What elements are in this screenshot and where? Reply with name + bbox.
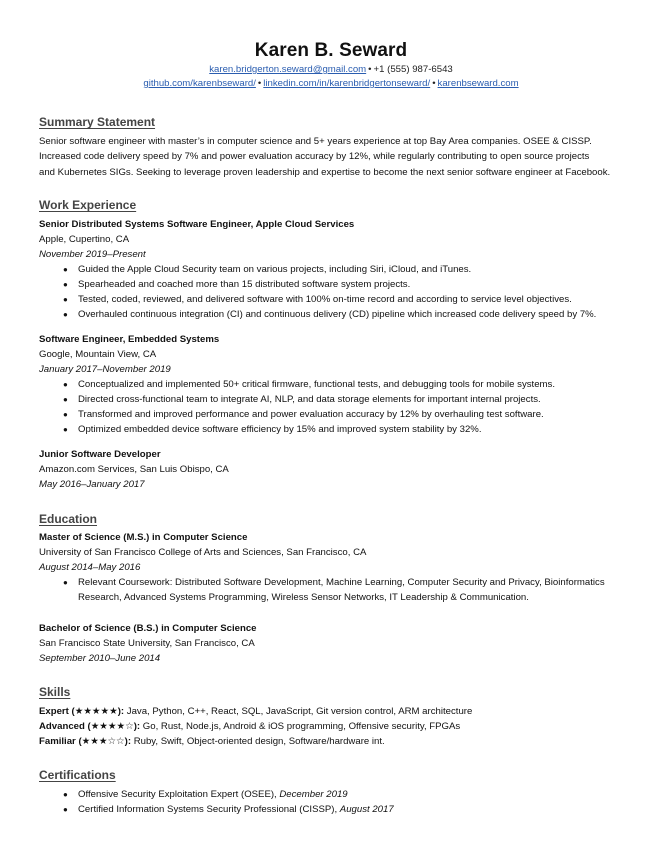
section-title-education: Education <box>39 512 98 526</box>
skill-row-advanced <box>39 719 460 734</box>
section-title-experience: Work Experience <box>39 198 137 212</box>
job-bullet: Optimized embedded device software efficiency by 15% and improved system stability by 32%. <box>78 424 482 435</box>
bullet-icon: ● <box>63 280 68 289</box>
job-company: Amazon.com Services, San Luis Obispo, CA <box>39 464 229 475</box>
email-link[interactable]: karen.bridgerton.seward@gmail.com <box>209 64 367 75</box>
certification-item <box>78 802 394 817</box>
certification-date: August 2017 <box>339 804 394 815</box>
skill-items: Java, Python, C++, React, SQL, JavaScript, Git version control, ARM architecture <box>124 706 473 717</box>
section-title-summary: Summary Statement <box>39 115 156 129</box>
certification-name: Certified Information Systems Security Professional (CISSP), <box>78 804 340 815</box>
job-dates: May 2016–January 2017 <box>39 479 145 490</box>
degree-title: Bachelor of Science (B.S.) in Computer Science <box>39 623 257 634</box>
job-bullet: Guided the Apple Cloud Security team on various projects, including Siri, iCloud, and iTunes. <box>78 264 472 275</box>
bullet-icon: ● <box>63 380 68 389</box>
summary-line: Increased code delivery speed by 7% and power evaluation accuracy by 12%, while regularly contributing to open source projects <box>39 151 590 162</box>
contact-line-2 <box>0 77 662 91</box>
school-name: University of San Francisco College of Arts and Sciences, San Francisco, CA <box>39 547 367 558</box>
job-dates: January 2017–November 2019 <box>39 364 171 375</box>
bullet-icon: ● <box>63 805 68 814</box>
separator: • <box>257 78 262 89</box>
separator: • <box>368 64 372 75</box>
skill-level-label: Advanced (★★★★☆): <box>39 721 141 732</box>
resume-header <box>0 39 662 91</box>
summary-line: and Kubernetes SIGs. Seeking to leverage proven leadership and expertise to become the next senior software engineer at Facebook. <box>39 167 611 178</box>
phone-number: +1 (555) 987-6543 <box>373 64 453 75</box>
candidate-name: Karen B. Seward <box>254 40 408 61</box>
separator: • <box>432 78 436 89</box>
summary-line: Senior software engineer with master’s in computer science and 5+ years experience at top Bay Area companies. OSEE & CISSP. <box>39 136 592 147</box>
github-link[interactable]: github.com/karenbseward/ <box>143 78 256 89</box>
job-bullet: Transformed and improved performance and power evaluation accuracy by 12% by overhauling test software. <box>78 409 544 420</box>
bullet-icon: ● <box>63 310 68 319</box>
contact-line-1 <box>0 63 662 77</box>
bullet-icon: ● <box>63 395 68 404</box>
section-title-certifications: Certifications <box>39 768 116 782</box>
degree-dates: August 2014–May 2016 <box>39 562 141 573</box>
skill-row-familiar <box>39 734 385 749</box>
job-bullet: Spearheaded and coached more than 15 distributed software system projects. <box>78 279 411 290</box>
skill-items: Ruby, Swift, Object-oriented design, Software/hardware int. <box>131 736 385 747</box>
job-bullet: Tested, coded, reviewed, and delivered software with 100% on-time record and according to service level objectives. <box>78 294 572 305</box>
bullet-icon: ● <box>63 425 68 434</box>
bullet-icon: ● <box>63 578 68 587</box>
linkedin-link[interactable]: linkedin.com/in/karenbridgertonseward/ <box>263 78 431 89</box>
job-dates: November 2019–Present <box>39 249 146 260</box>
certification-item <box>78 787 348 802</box>
job-bullet: Conceptualized and implemented 50+ critical firmware, functional tests, and debugging tools for mobile systems. <box>78 379 556 390</box>
coursework-line: Research, Advanced Systems Programming, Wireless Sensor Networks, IT Leadership & Communication. <box>78 592 529 603</box>
job-title: Software Engineer, Embedded Systems <box>39 334 220 345</box>
skill-level-label: Familiar (★★★☆☆): <box>39 736 132 747</box>
school-name: San Francisco State University, San Francisco, CA <box>39 638 255 649</box>
skill-level-label: Expert (★★★★★): <box>39 706 125 717</box>
job-company: Google, Mountain View, CA <box>39 349 157 360</box>
job-title: Junior Software Developer <box>39 449 161 460</box>
certification-date: December 2019 <box>279 789 348 800</box>
certification-name: Offensive Security Exploitation Expert (OSEE), <box>78 789 280 800</box>
section-title-skills: Skills <box>39 685 71 699</box>
bullet-icon: ● <box>63 295 68 304</box>
job-bullet: Overhauled continuous integration (CI) and continuous delivery (CD) pipeline which increased code delivery speed by 7%. <box>78 309 597 320</box>
bullet-icon: ● <box>63 265 68 274</box>
degree-title: Master of Science (M.S.) in Computer Science <box>39 532 248 543</box>
bullet-icon: ● <box>63 790 68 799</box>
degree-dates: September 2010–June 2014 <box>39 653 161 664</box>
job-bullet: Directed cross-functional team to integrate AI, NLP, and data storage elements for important internal projects. <box>78 394 541 405</box>
job-company: Apple, Cupertino, CA <box>39 234 130 245</box>
skill-items: Go, Rust, Node.js, Android & iOS programming, Offensive security, FPGAs <box>140 721 461 732</box>
bullet-icon: ● <box>63 410 68 419</box>
job-title: Senior Distributed Systems Software Engineer, Apple Cloud Services <box>39 219 355 230</box>
website-link[interactable]: karenbseward.com <box>437 78 519 89</box>
coursework-line: Relevant Coursework: Distributed Software Development, Machine Learning, Computer Security and Privacy, Bioinformatics <box>78 577 605 588</box>
skill-row-expert <box>39 704 472 719</box>
